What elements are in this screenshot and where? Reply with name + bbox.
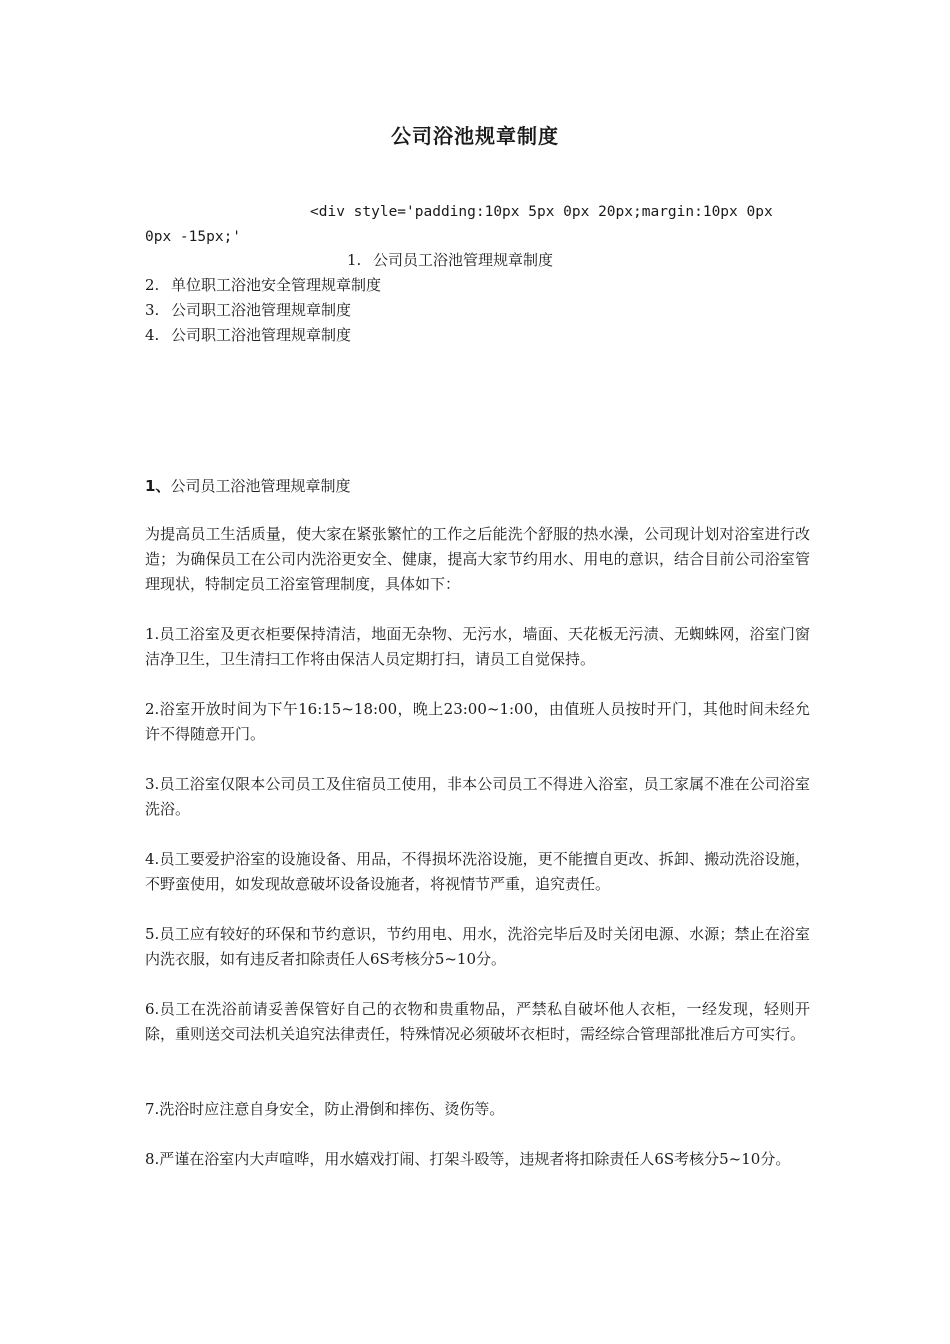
code-snippet-line-1	[145, 200, 805, 225]
rule-paragraph: 3.员工浴室仅限本公司员工及住宿员工使用，非本公司员工不得进入浴室，员工家属不准在公司浴室洗浴。	[145, 775, 810, 818]
rule-paragraph: 4.员工要爱护浴室的设施设备、用品，不得损坏洗浴设施，更不能擅自更改、拆卸、搬动洗浴设施，不野蛮使用，如发现故意破坏设备设施者，将视情节严重，追究责任。	[145, 850, 810, 893]
intro-paragraph: 为提高员工生活质量，使大家在紧张繁忙的工作之后能洗个舒服的热水澡，公司现计划对浴室进行改造；为确保员工在公司内洗浴更安全、健康，提高大家节约用水、用电的意识，结合目前公司浴室管理现状，特制定员工浴室管理制度，具体如下：	[145, 525, 810, 593]
section-heading	[145, 474, 350, 499]
toc-item: 1. 公司员工浴池管理规章制度	[347, 251, 554, 269]
rule-8	[145, 1147, 810, 1172]
rule-paragraph: 6.员工在洗浴前请妥善保管好自己的衣物和贵重物品，严禁私自破坏他人衣柜，一经发现，轻则开除，重则送交司法机关追究法律责任，特殊情况必须破坏衣柜时，需经综合管理部批准后方可实行。	[145, 1000, 810, 1043]
table-of-contents	[145, 248, 805, 348]
section-heading-text: 公司员工浴池管理规章制度	[170, 477, 351, 495]
document-title: 公司浴池规章制度	[391, 124, 559, 148]
toc-item: 3. 公司职工浴池管理规章制度	[145, 301, 352, 319]
rule-2	[145, 697, 810, 747]
section-heading-number: 1、	[145, 477, 171, 495]
toc-item: 4. 公司职工浴池管理规章制度	[145, 326, 352, 344]
toc-item: 2. 单位职工浴池安全管理规章制度	[145, 276, 382, 294]
code-snippet-line-2: 0px -15px;'	[145, 229, 242, 245]
rule-5	[145, 922, 810, 972]
section-intro	[145, 522, 810, 597]
code-snippet-text-1: <div style='padding:10px 5px 0px 20px;margin:10px 0px	[310, 204, 773, 220]
rule-7	[145, 1097, 810, 1122]
rule-paragraph: 2.浴室开放时间为下午16:15~18:00，晚上23:00~1:00，由值班人员按时开门，其他时间未经允许不得随意开门。	[145, 700, 810, 743]
rule-4	[145, 847, 810, 897]
rule-paragraph: 1.员工浴室及更衣柜要保持清洁，地面无杂物、无污水，墙面、天花板无污渍、无蜘蛛网，浴室门窗洁净卫生，卫生清扫工作将由保洁人员定期打扫，请员工自觉保持。	[145, 625, 810, 668]
rule-paragraph: 5.员工应有较好的环保和节约意识，节约用电、用水，洗浴完毕后及时关闭电源、水源；禁止在浴室内洗衣服，如有违反者扣除责任人6S考核分5~10分。	[145, 925, 810, 968]
rule-3	[145, 772, 810, 822]
rule-6	[145, 997, 810, 1047]
rule-paragraph: 7.洗浴时应注意自身安全，防止滑倒和摔伤、烫伤等。	[145, 1100, 505, 1118]
rule-paragraph: 8.严谨在浴室内大声喧哗，用水嬉戏打闹、打架斗殴等，违规者将扣除责任人6S考核分5~10分。	[145, 1150, 791, 1168]
rule-1	[145, 622, 810, 672]
